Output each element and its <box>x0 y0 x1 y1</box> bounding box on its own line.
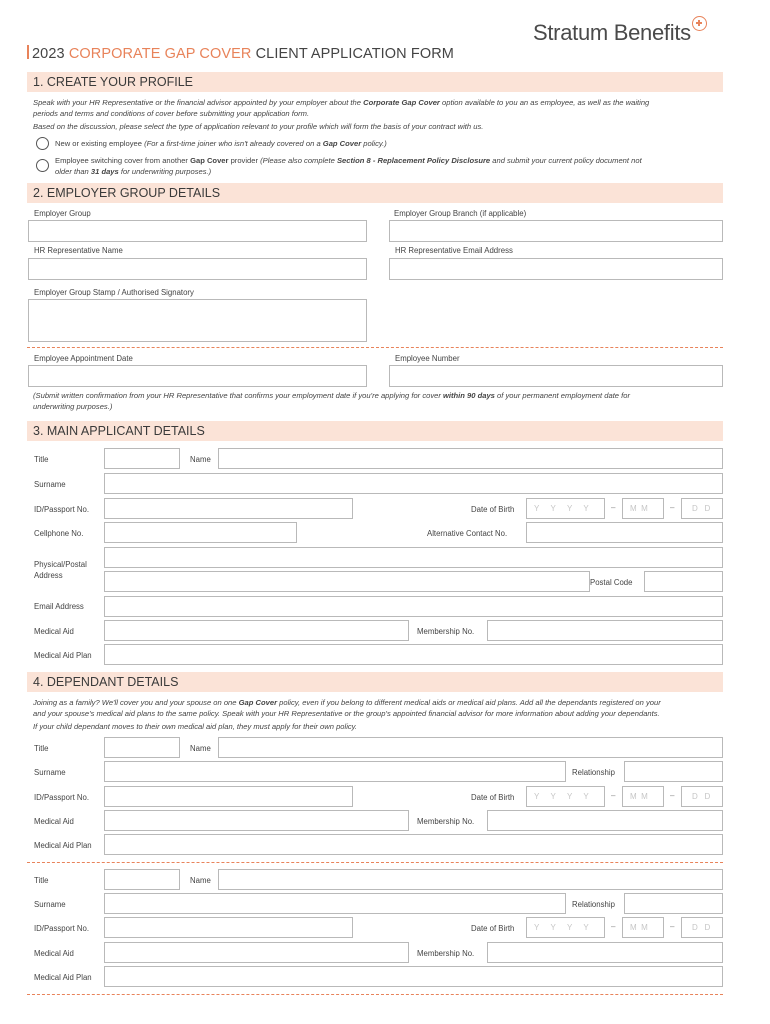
logo-text: Stratum Benefits <box>533 20 691 45</box>
employer-group-branch-input[interactable] <box>389 220 723 242</box>
month-placeholder: M M <box>630 792 648 801</box>
applicant-email-label: Email Address <box>34 602 84 611</box>
dashed-divider <box>27 994 723 995</box>
dependant-2-membership-input[interactable] <box>487 942 723 963</box>
applicant-address-label-line2: Address <box>34 571 63 580</box>
appointment-date-label: Employee Appointment Date <box>34 354 133 363</box>
dependant-1-dob-label: Date of Birth <box>471 793 515 802</box>
day-placeholder: D D <box>692 923 711 932</box>
applicant-name-label: Name <box>190 455 211 464</box>
hr-name-input[interactable] <box>28 258 367 280</box>
applicant-alt-contact-input[interactable] <box>526 522 723 543</box>
form-title <box>27 45 454 62</box>
dependant-1-surname-label: Surname <box>34 768 66 777</box>
section-4-paragraph-line2: and your spouse's medical aid plans to the same policy. Speak with your HR Representative or the group's appointed financial advisor for more information about adding your dependants. <box>33 709 660 718</box>
applicant-id-label: ID/Passport No. <box>34 505 90 514</box>
dependant-2-id-input[interactable] <box>104 917 353 938</box>
dependant-2-title-input[interactable] <box>104 869 180 890</box>
title-accent-bar <box>27 45 29 59</box>
section-3-heading: 3. MAIN APPLICANT DETAILS <box>27 421 723 441</box>
section-1-heading: 1. CREATE YOUR PROFILE <box>27 72 723 92</box>
month-placeholder: M M <box>630 923 648 932</box>
dashed-divider <box>27 347 723 348</box>
date-separator: – <box>670 503 675 512</box>
employer-group-branch-label: Employer Group Branch (if applicable) <box>394 209 527 218</box>
applicant-medical-aid-label: Medical Aid <box>34 627 74 636</box>
applicant-cell-label: Cellphone No. <box>34 529 84 538</box>
dependant-2-medical-aid-input[interactable] <box>104 942 409 963</box>
date-separator: – <box>670 791 675 800</box>
applicant-medical-aid-plan-label: Medical Aid Plan <box>34 651 92 660</box>
switching-employee-option-label-line2: older than 31 days for underwriting purposes.) <box>55 167 212 176</box>
dependant-1-id-input[interactable] <box>104 786 353 807</box>
applicant-address-label: Physical/Postal <box>34 560 87 569</box>
switching-employee-radio[interactable] <box>36 159 49 172</box>
section-4-note: If your child dependant moves to their own medical aid plan, they must apply for their own policy. <box>33 722 358 731</box>
section-2-heading: 2. EMPLOYER GROUP DETAILS <box>27 183 723 203</box>
dependant-1-membership-input[interactable] <box>487 810 723 831</box>
month-placeholder: M M <box>630 504 648 513</box>
new-employee-option-label: New or existing employee (For a first-time joiner who isn't already covered on a Gap Cover policy.) <box>55 139 387 148</box>
employee-number-input[interactable] <box>389 365 723 387</box>
hr-name-label: HR Representative Name <box>34 246 123 255</box>
dependant-2-dob-label: Date of Birth <box>471 924 515 933</box>
applicant-membership-input[interactable] <box>487 620 723 641</box>
hr-email-input[interactable] <box>389 258 723 280</box>
dependant-1-medical-aid-input[interactable] <box>104 810 409 831</box>
year-placeholder: Y Y Y Y <box>534 504 589 513</box>
section-1-instruction: Based on the discussion, please select the type of application relevant to your profile which will form the basis of your contract with us. <box>33 122 484 131</box>
form-title-rest: CLIENT APPLICATION FORM <box>255 46 454 62</box>
applicant-surname-input[interactable] <box>104 473 723 494</box>
dependant-2-name-label: Name <box>190 876 211 885</box>
dependant-1-medical-aid-plan-label: Medical Aid Plan <box>34 841 92 850</box>
stratum-logo <box>533 20 707 46</box>
applicant-medical-aid-plan-input[interactable] <box>104 644 723 665</box>
plus-circle-icon <box>692 16 707 31</box>
dependant-1-id-label: ID/Passport No. <box>34 793 90 802</box>
day-placeholder: D D <box>692 504 711 513</box>
dependant-2-relationship-label: Relationship <box>572 900 615 909</box>
date-separator: – <box>611 791 616 800</box>
form-year: 2023 <box>32 46 65 62</box>
new-employee-radio[interactable] <box>36 137 49 150</box>
dependant-2-title-label: Title <box>34 876 49 885</box>
employment-confirmation-note: (Submit written confirmation from your HR Representative that confirms your employment date if you're applying for cover within 90 days of your permanent employment date for <box>33 391 630 400</box>
dependant-2-relationship-input[interactable] <box>624 893 723 914</box>
dependant-1-name-label: Name <box>190 744 211 753</box>
applicant-address-line2-input[interactable] <box>104 571 590 592</box>
employment-confirmation-note-line2: underwriting purposes.) <box>33 402 113 411</box>
form-title-accent: CORPORATE GAP COVER <box>68 46 252 62</box>
applicant-email-input[interactable] <box>104 596 723 617</box>
section-1-paragraph: Speak with your HR Representative or the financial advisor appointed by your employer about the Corporate Gap Cover option available to you an as employee, as well as the waiting <box>33 98 650 107</box>
dependant-2-medical-aid-plan-input[interactable] <box>104 966 723 987</box>
employer-group-label: Employer Group <box>34 209 91 218</box>
day-placeholder: D D <box>692 792 711 801</box>
applicant-address-line1-input[interactable] <box>104 547 723 568</box>
year-placeholder: Y Y Y Y <box>534 792 589 801</box>
applicant-alt-contact-label: Alternative Contact No. <box>427 529 508 538</box>
applicant-title-label: Title <box>34 455 49 464</box>
dependant-1-membership-label: Membership No. <box>417 817 475 826</box>
dependant-2-surname-label: Surname <box>34 900 66 909</box>
dependant-1-relationship-input[interactable] <box>624 761 723 782</box>
applicant-postal-code-input[interactable] <box>644 571 723 592</box>
dependant-2-name-input[interactable] <box>218 869 723 890</box>
section-4-heading: 4. DEPENDANT DETAILS <box>27 672 723 692</box>
date-separator: – <box>611 503 616 512</box>
applicant-medical-aid-input[interactable] <box>104 620 409 641</box>
date-separator: – <box>670 922 675 931</box>
dependant-2-surname-input[interactable] <box>104 893 566 914</box>
dependant-1-title-input[interactable] <box>104 737 180 758</box>
applicant-membership-label: Membership No. <box>417 627 475 636</box>
applicant-surname-label: Surname <box>34 480 66 489</box>
date-separator: – <box>611 922 616 931</box>
employer-group-input[interactable] <box>28 220 367 242</box>
applicant-cell-input[interactable] <box>104 522 297 543</box>
stamp-label: Employer Group Stamp / Authorised Signatory <box>34 288 194 297</box>
employee-number-label: Employee Number <box>395 354 460 363</box>
switching-employee-option-label: Employee switching cover from another Gap Cover provider (Please also complete Section 8 - Replacement Policy Disclosure and submit your current policy document not <box>55 156 642 165</box>
stamp-signature-area[interactable] <box>28 299 367 342</box>
applicant-name-input[interactable] <box>218 448 723 469</box>
year-placeholder: Y Y Y Y <box>534 923 589 932</box>
section-1-paragraph-line2: periods and terms and conditions of cover before submitting your application form. <box>33 109 310 118</box>
applicant-dob-label: Date of Birth <box>471 505 515 514</box>
section-4-paragraph: Joining as a family? We'll cover you and your spouse on one Gap Cover policy, even if you belong to different medical aids or medical aid plans. Add all the dependants registered on your <box>33 698 661 707</box>
dependant-2-id-label: ID/Passport No. <box>34 924 90 933</box>
applicant-title-input[interactable] <box>104 448 180 469</box>
dependant-2-medical-aid-plan-label: Medical Aid Plan <box>34 973 92 982</box>
dependant-2-medical-aid-label: Medical Aid <box>34 949 74 958</box>
dependant-1-name-input[interactable] <box>218 737 723 758</box>
dashed-divider <box>27 862 723 863</box>
dependant-1-surname-input[interactable] <box>104 761 566 782</box>
dependant-1-title-label: Title <box>34 744 49 753</box>
applicant-postal-code-label: Postal Code <box>590 578 633 587</box>
applicant-id-input[interactable] <box>104 498 353 519</box>
hr-email-label: HR Representative Email Address <box>395 246 513 255</box>
dependant-1-medical-aid-label: Medical Aid <box>34 817 74 826</box>
dependant-2-membership-label: Membership No. <box>417 949 475 958</box>
dependant-1-relationship-label: Relationship <box>572 768 615 777</box>
dependant-1-medical-aid-plan-input[interactable] <box>104 834 723 855</box>
appointment-date-input[interactable] <box>28 365 367 387</box>
